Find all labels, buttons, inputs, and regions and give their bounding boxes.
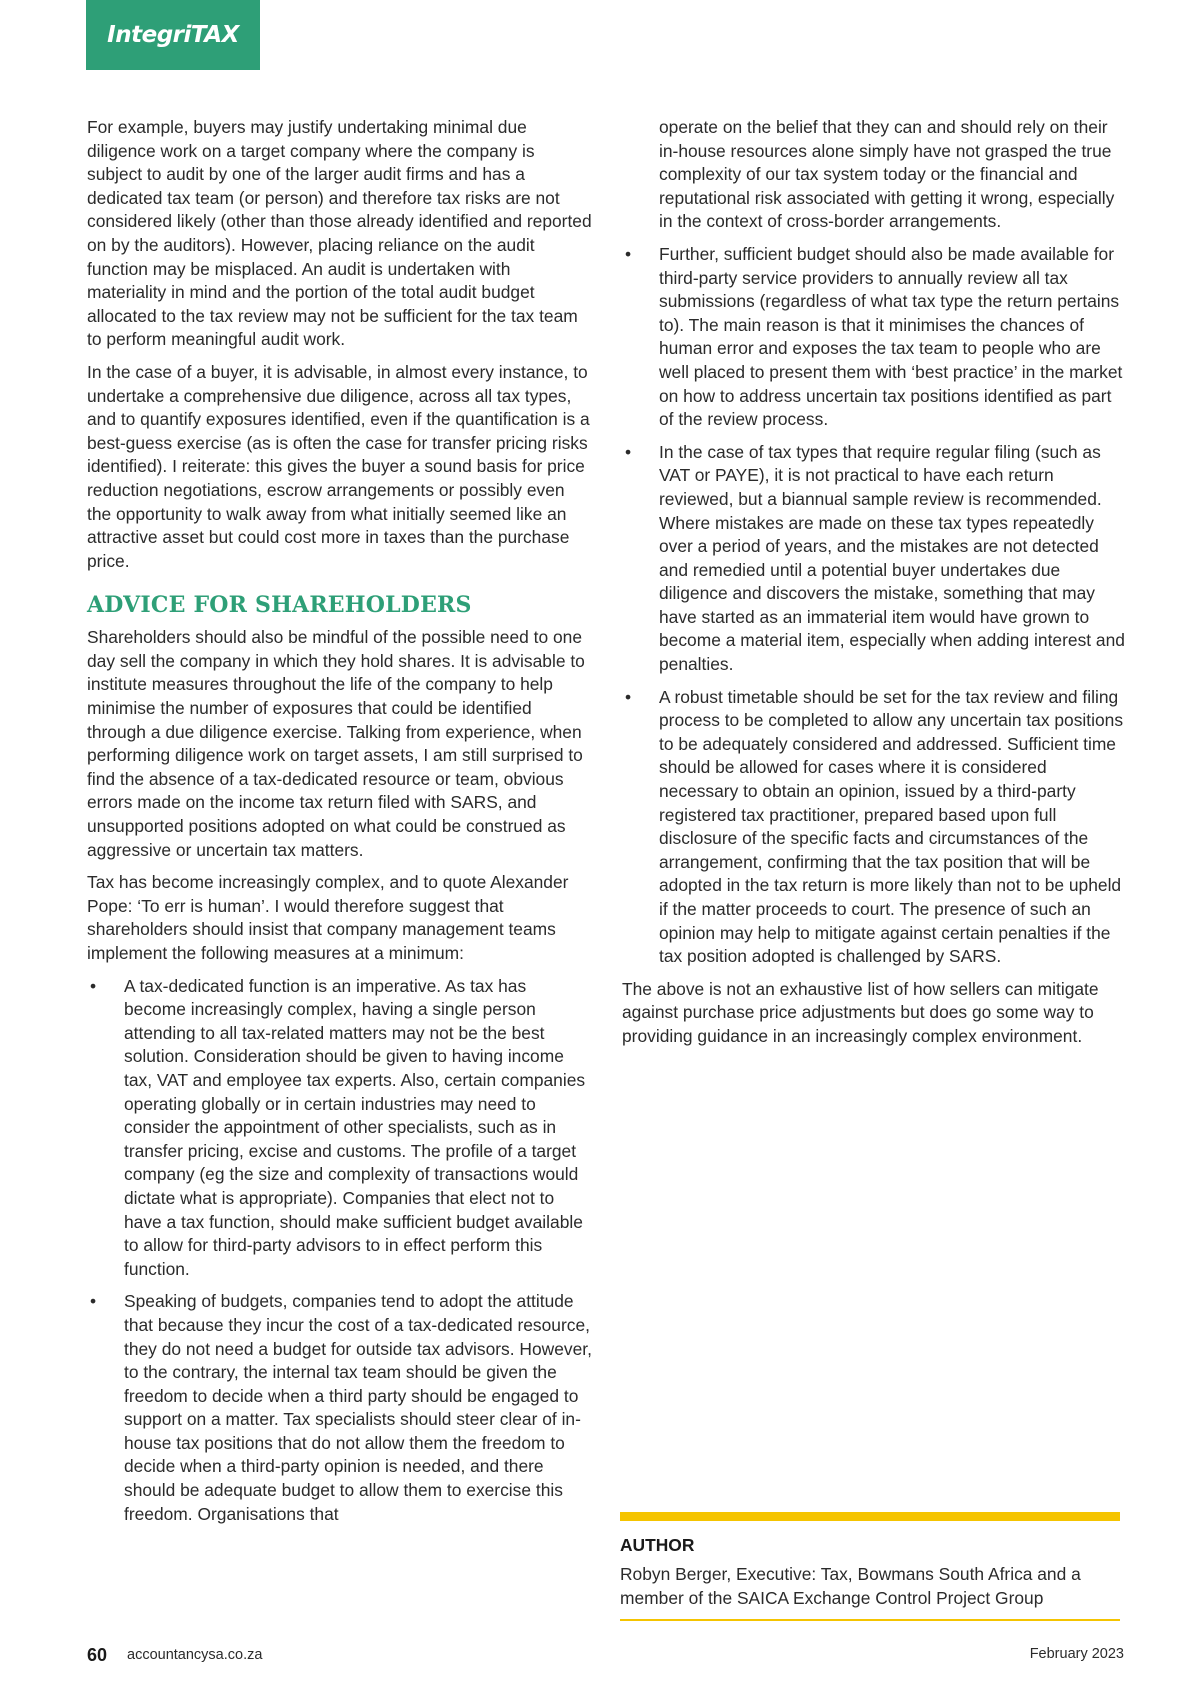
bullet-text: A robust timetable should be set for the tax review and filing process to be completed to allow any uncertain tax positions to be adequately considered and addressed. Sufficient time should be allowed for cases where it is considered necessary to obtain an opinion, issued by a third-party registered tax practitioner, prepared based upon full disclosure of the specific facts and circumstances of the arrangement, confirming that the tax position that will be adopted in the tax return is more likely than not to be upheld if the matter proceeds to court. The presence of such an opinion may help to mitigate against certain penalties if the tax position adopted is challenged by SARS.: [659, 686, 1124, 967]
bullet-icon: •: [90, 1291, 97, 1312]
bullet-icon: •: [90, 975, 97, 996]
bullet-icon: •: [625, 441, 632, 462]
bullet-item: [87, 975, 592, 1282]
body-paragraph: Tax has become increasingly complex, and to quote Alexander Pope: ‘To err is human’. I would therefore suggest that shareholders should insist that company management teams implement the following measures at a minimum:: [87, 872, 569, 963]
closing-paragraph: The above is not an exhaustive list of how sellers can mitigate against purchase price adjustments but does go some way to providing guidance in an increasingly complex environment.: [622, 978, 1099, 1046]
body-paragraph: In the case of a buyer, it is advisable, in almost every instance, to undertake a comprehensive due diligence, across all tax types, and to quantify exposures identified, even if the quantification is a best-guess exercise (as is often the case for transfer pricing risks identified). I reiterate: this gives the buyer a sound basis for price reduction negotiations, escrow arrangements or possibly even the opportunity to walk away from what initially seemed like an attractive asset but could cost more in taxes than the purchase price.: [87, 361, 590, 571]
footer-date: February 2023: [1029, 1646, 1124, 1662]
bullet-text: Speaking of budgets, companies tend to adopt the attitude that because they incur the cost of a tax-dedicated resource, they do not need a budget for outside tax advisors. However, to the contrary, the internal tax team should be given the freedom to decide when a third party should be engaged to support on a matter. Tax specialists should steer clear of in-house tax positions that do not allow them the freedom to decide when a third-party opinion is needed, and there should be adequate budget to allow them to exercise this freedom. Organisations that: [124, 1291, 592, 1524]
bullet-item: [622, 441, 1127, 677]
bullet-item: [87, 1290, 592, 1526]
body-paragraph: For example, buyers may justify undertaking minimal due diligence work on a target company where the company is subject to audit by one of the larger audit firms and has a dedicated tax team (or person) and therefore tax risks are not considered likely (other than those already identified and reported on by the auditors). However, placing reliance on the audit function may be misplaced. An audit is undertaken with materiality in mind and the portion of the total audit budget allocated to the tax review may not be sufficient for the tax team to perform meaningful audit work.: [87, 117, 592, 350]
author-box: [620, 1512, 1120, 1621]
author-bio: Robyn Berger, Executive: Tax, Bowmans South Africa and a member of the SAICA Exchange Control Project Group: [620, 1563, 1120, 1621]
bullet-item: [622, 686, 1127, 969]
bullet-list: [622, 243, 1127, 969]
bullet-text: Further, sufficient budget should also be made available for third-party service providers to annually review all tax submissions (regardless of what tax type the return pertains to). The main reason is that it minimises the chances of human error and exposes the tax team to people who are well placed to present them with ‘best practice’ in the market on how to address uncertain tax positions identified as part of the review process.: [659, 243, 1123, 430]
left-column: [87, 116, 592, 1535]
bullet-text: A tax-dedicated function is an imperative. As tax has become increasingly complex, having a single person attending to all tax-related matters may not be the best solution. Consideration should be given to having income tax, VAT and employee tax experts. Also, certain companies operating globally or in certain industries may need to consider the appointment of other specialists, such as in transfer pricing, excise and customs. The profile of a target company (eg the size and complexity of transactions would dictate what is appropriate). Companies that elect not to have a tax function, should make sufficient budget available to allow for third-party advisors to in effect perform this function.: [124, 975, 586, 1279]
author-heading: AUTHOR: [620, 1535, 695, 1555]
bullet-icon: •: [625, 686, 632, 707]
bullet-list: [87, 975, 592, 1527]
bullet-item: [622, 243, 1127, 432]
footer-website: accountancysa.co.za: [127, 1647, 263, 1663]
body-paragraph: Shareholders should also be mindful of the possible need to one day sell the company in which they hold shares. It is advisable to institute measures throughout the life of the company to help minimise the number of exposures that could be identified through a due diligence exercise. Talking from experience, when performing diligence work on target assets, I am still surprised to find the absence of a tax-dedicated resource or team, obvious errors made on the income tax return filed with SARS, and unsupported positions adopted on what could be construed as aggressive or uncertain tax matters.: [87, 627, 585, 860]
bullet-icon: •: [625, 243, 632, 264]
brand-logo-text: IntegriTAX: [107, 22, 239, 48]
section-heading: ADVICE FOR SHAREHOLDERS: [87, 592, 472, 619]
continued-paragraph: operate on the belief that they can and should rely on their in-house resources alone simply have not grasped the true complexity of our tax system today or the financial and reputational risk associated with getting it wrong, especially in the context of cross-border arrangements.: [659, 117, 1115, 232]
page-number: 60: [87, 1645, 108, 1665]
bullet-text: In the case of tax types that require regular filing (such as VAT or PAYE), it is not practical to have each return reviewed, but a biannual sample review is recommended. Where mistakes are made on these tax types repeatedly over a period of years, and the mistakes are not detected and remedied until a potential buyer undertakes due diligence and discovers the mistake, something that may have started as an immaterial item would have grown to become a material item, especially when adding interest and penalties.: [659, 441, 1125, 675]
right-column: [622, 116, 1127, 1058]
brand-logo: [86, 0, 260, 70]
